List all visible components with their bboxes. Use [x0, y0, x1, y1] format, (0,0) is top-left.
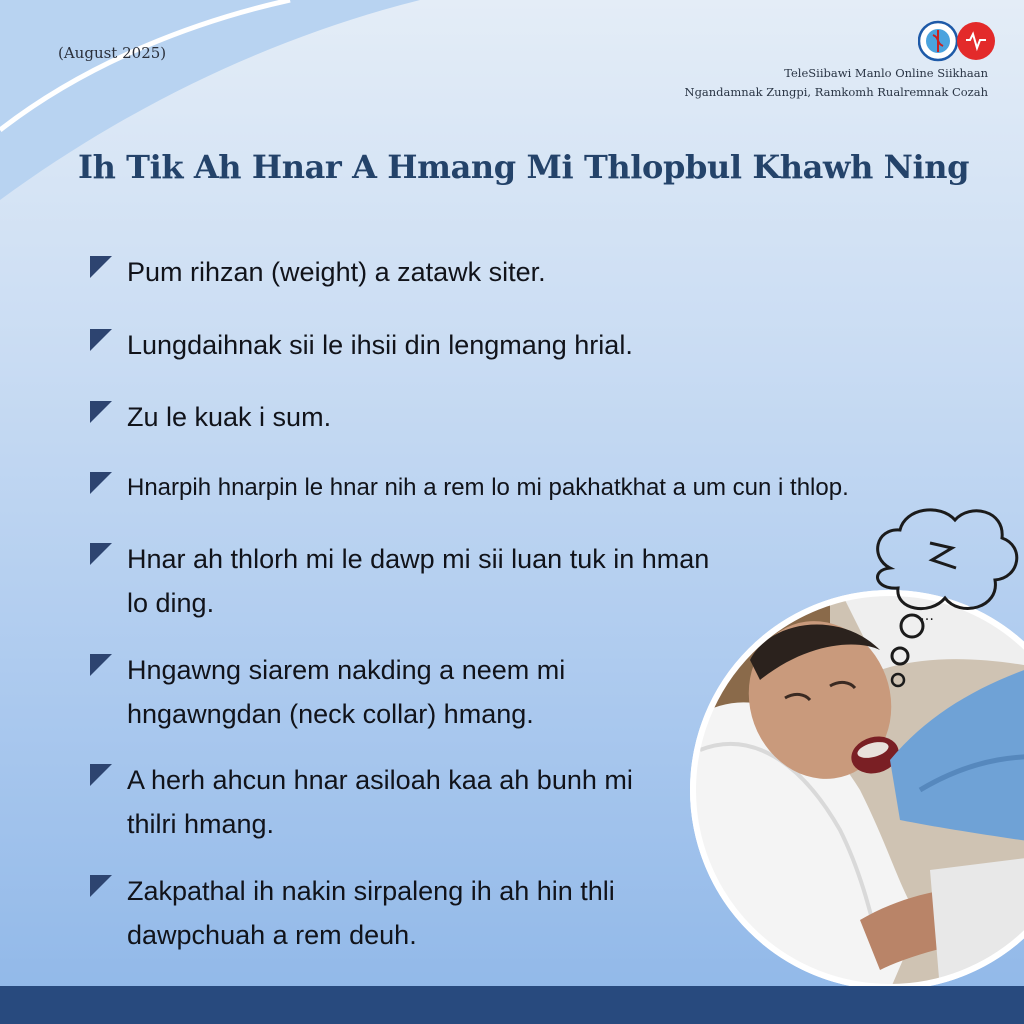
triangle-bullet-icon — [90, 472, 112, 494]
org-name-line1: TeleSiibawi Manlo Online Siikhaan — [784, 66, 988, 80]
tip-text: Hngawng siarem nakding a neem mi hngawngdan (neck collar) hmang. — [127, 655, 566, 729]
page-title: Ih Tik Ah Hnar A Hmang Mi Thlopbul Khawh Ning — [78, 148, 970, 186]
date-label: (August 2025) — [58, 44, 167, 62]
tip-text: A herh ahcun hnar asiloah kaa ah bunh mi thilri hmang. — [127, 765, 633, 839]
telemedicine-logo — [957, 22, 995, 60]
partner-logos — [918, 20, 998, 62]
tip-text: Zu le kuak i sum. — [127, 402, 332, 432]
org-name-line2: Ngandamnak Zungpi, Ramkomh Rualremnak Cozah — [684, 85, 988, 99]
tip-text: Hnarpih hnarpin le hnar nih a rem lo mi pakhatkhat a um cun i thlop. — [127, 474, 849, 501]
tip-text: Pum rihzan (weight) a zatawk siter. — [127, 257, 546, 287]
footer-bar — [0, 986, 1024, 1024]
triangle-bullet-icon — [90, 543, 112, 565]
triangle-bullet-icon — [90, 256, 112, 278]
tip-text: Lungdaihnak sii le ihsii din lengmang hrial. — [127, 330, 633, 360]
snore-thought-bubble-icon — [860, 498, 1024, 708]
tip-text: Zakpathal ih nakin sirpaleng ih ah hin thli dawpchuah a rem deuh. — [127, 876, 615, 950]
health-ministry-logo — [919, 22, 957, 60]
triangle-bullet-icon — [90, 875, 112, 897]
tip-text: Hnar ah thlorh mi le dawp mi sii luan tuk in hman lo ding. — [127, 544, 710, 618]
triangle-bullet-icon — [90, 764, 112, 786]
svg-text:…: … — [920, 608, 934, 624]
triangle-bullet-icon — [90, 329, 112, 351]
triangle-bullet-icon — [90, 401, 112, 423]
triangle-bullet-icon — [90, 654, 112, 676]
